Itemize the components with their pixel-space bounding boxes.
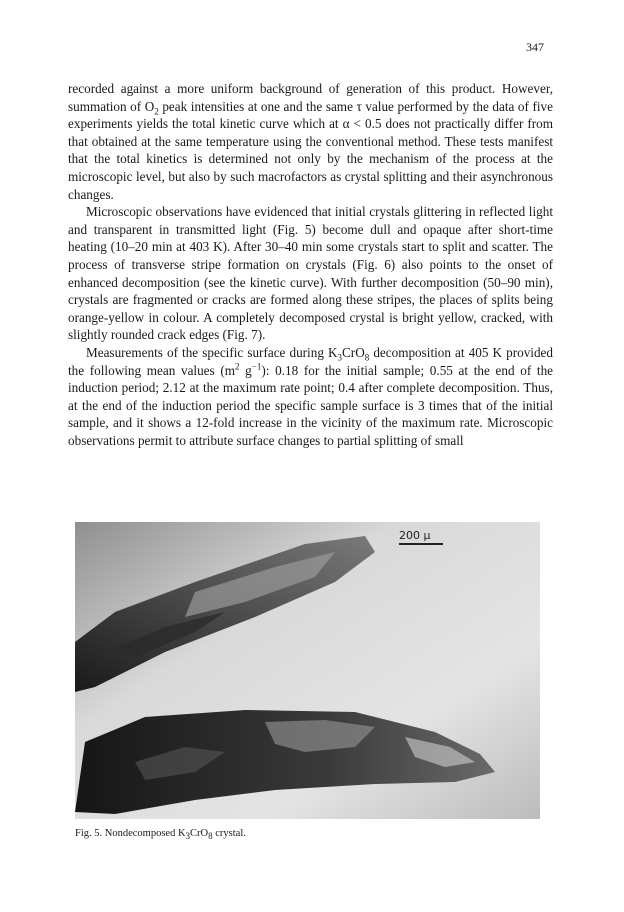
body-text [68,80,553,449]
crystal-micrograph [75,522,540,819]
scale-label: 200 μ [399,529,431,542]
crystal-micrograph-image [75,522,540,819]
paragraph-3: Measurements of the specific surface during $K_3CrO_8$ decomposition at 405 K provided the following mean values ($m^2$ $g^{-1}$): 0.18 for the initial sample; 0.55 at the end of the induction period; 2.12 at the maximum rate point; 0.4 after complete decomposition. Thus, at the end of the induction period the specific sample surface is 3 times that of the initial sample, and it shows a 12-fold increase in the vicinity of the maximum rate. Microscopic observations permit to attribute surface changes to partial splitting of small [68,344,554,448]
paragraph-2: Microscopic observations have evidenced that initial crystals glittering in reflected light and transparent in transmitted light (Fig. 5) become dull and opaque after short-time heating (10–20 min at 403 K). After 30–40 min some crystals start to split and scatter. The process of transverse stripe formation on crystals (Fig. 6) also points to the onset of enhanced decomposition (see the kinetic curve). With further decomposition (50–90 min), crystals are fragmented or cracks are formed along these stripes, the places of splits being orange-yellow in colour. A completely decomposed crystal is bright yellow, cracked, with slightly rounded crack edges (Fig. 7). [68,204,553,343]
scale-bar-line [399,543,443,545]
figure-caption: Fig. 5. Nondecomposed $K_3CrO_8$ crystal. [75,828,246,842]
page-number: 347 [526,40,544,54]
scale-bar [399,529,443,545]
paragraph-1: recorded against a more uniform background of generation of this product. However, summation of $O_2$ peak intensities at one and the same τ value performed by the data of five experiments yields the total kinetic curve which at α < 0.5 does not practically differ from that obtained at the same temperature using the conventional method. These tests manifest that the total kinetics is determined not only by the mechanism of the process at the microscopic level, but also by such macrofactors as crystal splitting and their asynchronous changes. [68,81,553,202]
